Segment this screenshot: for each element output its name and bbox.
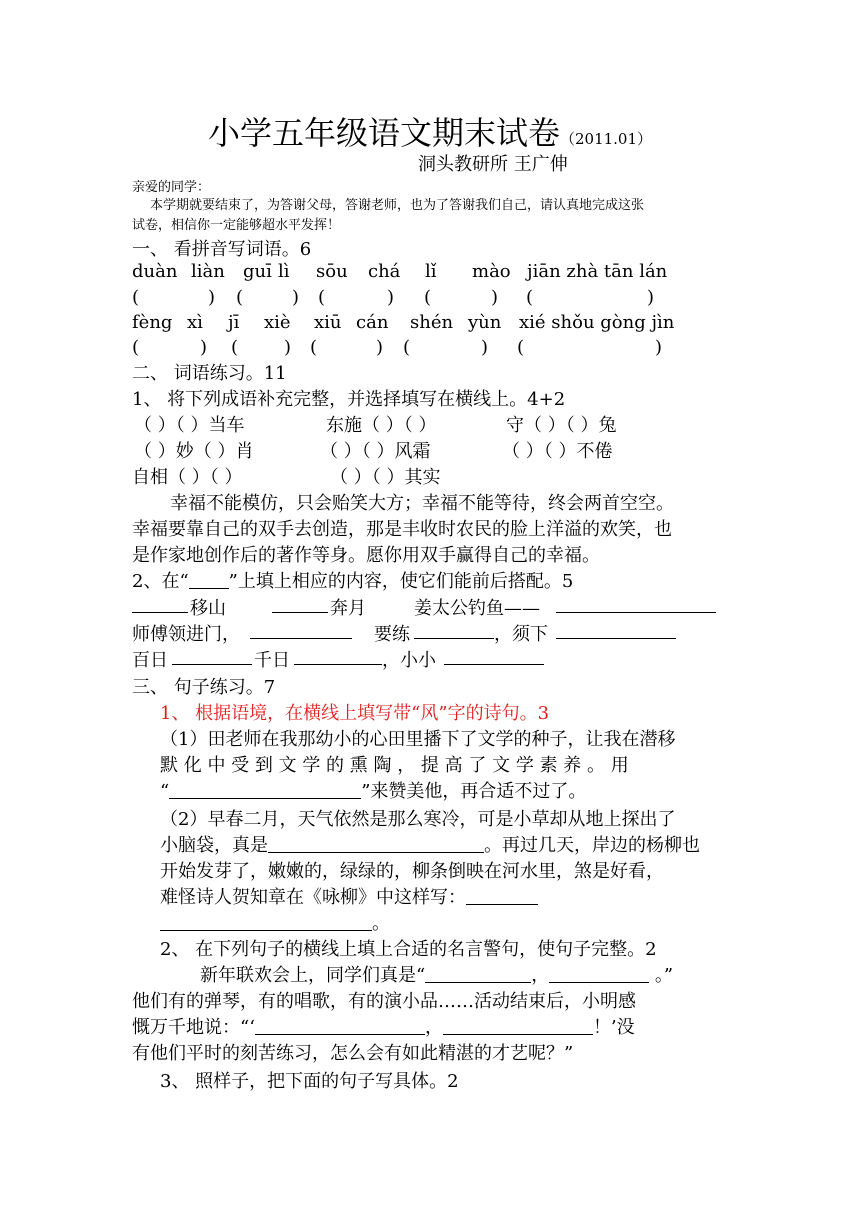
answer-blank[interactable] <box>549 966 649 983</box>
passage-line: 幸福要靠自己的双手去创造，那是丰收时农民的脸上洋溢的欢笑，也 <box>132 519 672 540</box>
answer-bracket: ) <box>208 287 216 308</box>
title-date: （2011.01） <box>559 130 653 148</box>
section-2-header: 二、 词语练习。11 <box>132 363 287 384</box>
answer-bracket: ) <box>481 337 489 358</box>
answer-bracket: ( <box>132 337 140 358</box>
line-text: 小脑袋，真是 <box>160 835 268 856</box>
line-text: 。” <box>649 965 674 986</box>
pinyin-item: duàn <box>132 261 178 282</box>
q3-1-para-2-line <box>160 883 538 909</box>
q3-1-para-1-line: 默 化 中 受 到 文 学 的 熏 陶 ， 提 高 了 文 学 素 养 。 用 <box>160 755 629 776</box>
answer-blank[interactable] <box>268 836 484 853</box>
pinyin-item: lǐ <box>425 261 437 282</box>
intro-line-1: 本学期就要结束了，为答谢父母，答谢老师，也为了答谢我们自己，请认真地完成这张 <box>150 198 645 213</box>
q3-2-line: 有他们平时的刻苦练习，怎么会有如此精湛的才艺呢？” <box>132 1043 574 1064</box>
idiom-blank: 自相（ ）（ ） <box>132 467 243 488</box>
answer-bracket: ) <box>200 337 208 358</box>
line-text: 难怪诗人贺知章在《咏柳》中这样写： <box>160 887 466 908</box>
idiom-blank: （ ）（ ）当车 <box>134 415 245 436</box>
answer-bracket: ) <box>284 337 292 358</box>
pinyin-item: yùn <box>468 312 502 333</box>
answer-blank[interactable] <box>172 648 252 665</box>
line-text: ！’没 <box>592 1017 635 1038</box>
pinyin-item: liàn <box>191 261 225 282</box>
pinyin-item: sōu <box>316 261 348 282</box>
line-text: 。再过几天，岸边的杨柳也 <box>484 835 700 856</box>
pinyin-item: fèng <box>132 312 173 333</box>
answer-bracket: ( <box>526 287 534 308</box>
q3-2-line <box>200 961 673 987</box>
answer-bracket: ) <box>655 337 663 358</box>
section-3-header: 三、 句子练习。7 <box>132 677 276 698</box>
q2-2-suffix: ”上填上相应的内容，使它们能前后搭配。5 <box>228 571 574 592</box>
q3-1-para-2-line: 开始发芽了，嫩嫩的，绿绿的，柳条倒映在河水里，煞是好看， <box>160 861 664 882</box>
answer-bracket: ( <box>231 337 239 358</box>
answer-blank[interactable] <box>443 1018 593 1035</box>
idiom-blank: 东施（ ）（ ） <box>326 415 437 436</box>
match-item: ，须下 <box>494 624 548 645</box>
idiom-blank: （ ）（ ）不倦 <box>502 441 613 462</box>
answer-bracket: ) <box>387 287 395 308</box>
match-item: 百日 <box>132 650 168 671</box>
question-2-1: 1、 将下列成语补充完整，并选择填写在横线上。4+2 <box>132 389 566 410</box>
answer-blank[interactable] <box>466 888 538 905</box>
q3-2-line: 他们有的弹琴，有的唱歌，有的演小品……活动结束后，小明感 <box>132 991 636 1012</box>
line-text: 新年联欢会上，同学们真是“ <box>200 965 426 986</box>
answer-bracket: ( <box>403 337 411 358</box>
pinyin-item: xiè <box>264 312 291 333</box>
answer-bracket: ) <box>376 337 384 358</box>
line-text: 慨万千地说：“‘ <box>132 1017 255 1038</box>
match-item: ，小小 <box>382 650 436 671</box>
answer-blank[interactable] <box>444 648 544 665</box>
answer-blank[interactable] <box>189 572 229 589</box>
pinyin-item: xiū <box>314 312 342 333</box>
q3-1-para-2-line <box>160 909 390 935</box>
pinyin-item: shén <box>410 312 454 333</box>
question-2-2 <box>132 567 573 593</box>
pinyin-item: jiān zhà tān lán <box>527 261 668 282</box>
match-item: 师傅领进门， <box>132 624 240 645</box>
answer-bracket: ) <box>292 287 300 308</box>
answer-blank[interactable] <box>272 596 328 613</box>
q3-1-para-2-line <box>160 831 700 857</box>
answer-bracket: ( <box>132 287 140 308</box>
answer-blank[interactable] <box>294 648 382 665</box>
match-item: 奔月 <box>330 598 366 619</box>
question-3-2: 2、 在下列句子的横线上填上合适的名言警句，使句子完整。2 <box>160 939 657 960</box>
idiom-blank: （ ）（ ）其实 <box>330 467 441 488</box>
answer-blank[interactable] <box>250 622 352 639</box>
answer-blank[interactable] <box>160 914 372 931</box>
match-item: 千日 <box>254 650 290 671</box>
match-item: 要练 <box>374 624 410 645</box>
line-text: 。 <box>372 913 390 934</box>
line-text: ， <box>531 965 550 986</box>
answer-blank[interactable] <box>255 1018 425 1035</box>
pinyin-item: mào <box>472 261 511 282</box>
quote-open: “ <box>160 781 170 802</box>
answer-bracket: ) <box>647 287 655 308</box>
pinyin-item: chá <box>368 261 401 282</box>
page-title <box>0 108 860 154</box>
q3-1-para-2-line: （2）早春二月，天气依然是那么寒冷，可是小草却从地上探出了 <box>160 809 676 830</box>
answer-bracket: ( <box>517 337 525 358</box>
answer-blank[interactable] <box>169 782 361 799</box>
pinyin-item: xì <box>187 312 203 333</box>
match-item: 移山 <box>190 598 226 619</box>
answer-blank[interactable] <box>556 596 716 613</box>
question-3-1: 1、 根据语境，在横线上填写带“风”字的诗句。3 <box>160 703 550 724</box>
q2-2-prefix: 2、在“ <box>132 571 189 592</box>
answer-blank[interactable] <box>132 596 188 613</box>
answer-bracket: ( <box>310 337 318 358</box>
q3-1-para-1-line <box>160 777 586 803</box>
line-text: ， <box>424 1017 443 1038</box>
pinyin-item: guī <box>243 261 272 282</box>
title-text: 小学五年级语文期末试卷 <box>207 114 560 152</box>
idiom-blank: 守（ ）（ ）兔 <box>506 415 617 436</box>
answer-blank[interactable] <box>425 966 531 983</box>
greeting: 亲爱的同学： <box>132 180 211 195</box>
author-line: 洞头教研所 王广伸 <box>418 154 568 175</box>
passage-line: 是作家地创作后的著作等身。愿你用双手赢得自己的幸福。 <box>132 545 600 566</box>
pinyin-item: cán <box>356 312 389 333</box>
q3-1-para-1-line: （1）田老师在我那幼小的心田里播下了文学的种子，让我在潜移 <box>160 729 676 750</box>
answer-bracket: ( <box>424 287 432 308</box>
idiom-blank: （ ）妙（ ）肖 <box>134 441 254 462</box>
q3-2-line <box>132 1013 635 1039</box>
section-1-header: 一、 看拼音写词语。6 <box>132 239 312 260</box>
passage-line: 幸福不能模仿，只会贻笑大方；幸福不能等待，终会两首空空。 <box>170 493 674 514</box>
answer-blank[interactable] <box>556 622 676 639</box>
line-text: ”来赞美他，再合适不过了。 <box>361 781 587 802</box>
question-3-3: 3、 照样子，把下面的句子写具体。2 <box>160 1071 459 1092</box>
idiom-blank: （ ）（ ）风霜 <box>320 441 431 462</box>
answer-bracket: ( <box>318 287 326 308</box>
answer-bracket: ) <box>491 287 499 308</box>
intro-line-2: 试卷，相信你一定能够超水平发挥！ <box>132 218 341 233</box>
answer-blank[interactable] <box>414 622 494 639</box>
match-item: 姜太公钓鱼—— <box>414 598 540 619</box>
answer-bracket: ( <box>236 287 244 308</box>
pinyin-item: lì <box>278 261 290 282</box>
pinyin-item: jī <box>228 312 240 333</box>
pinyin-item: xié shǒu gòng jìn <box>519 312 675 333</box>
